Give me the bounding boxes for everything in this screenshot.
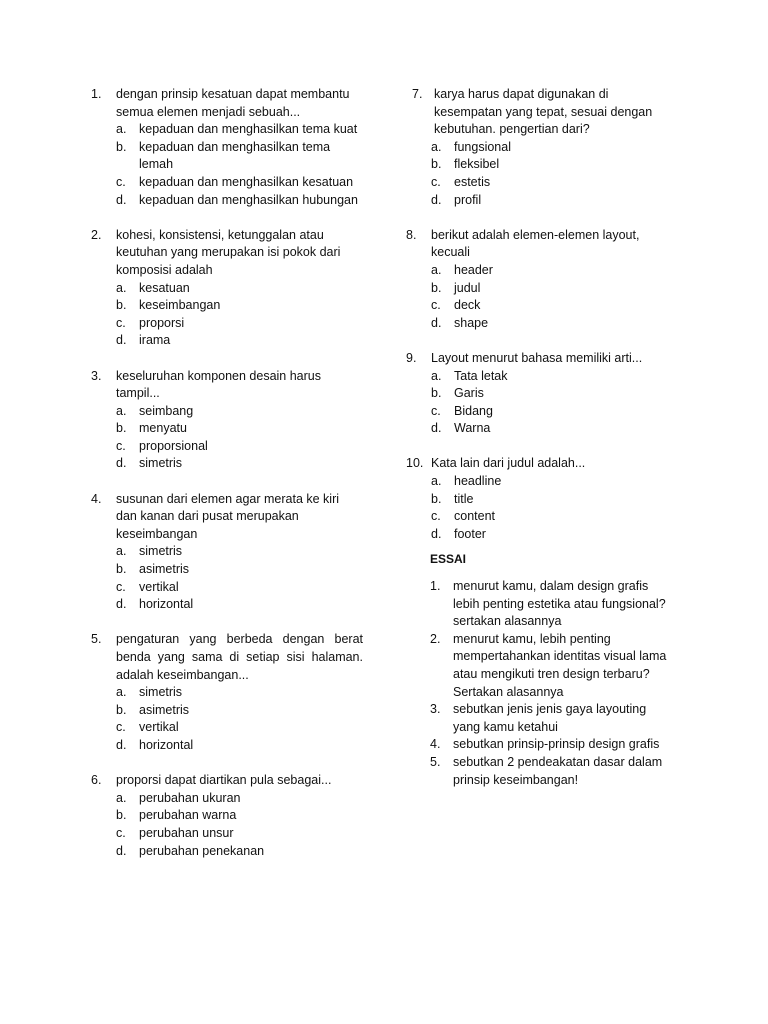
essay-title: ESSAI bbox=[430, 552, 467, 567]
question-5 bbox=[91, 631, 363, 754]
question-text: proporsi dapat diartikan pula sebagai... bbox=[116, 773, 332, 788]
option-text: kepaduan dan menghasilkan kesatuan bbox=[139, 174, 354, 189]
question-9 bbox=[406, 350, 670, 438]
option bbox=[91, 825, 363, 843]
option-text: Tata letak bbox=[454, 368, 508, 383]
option-text: seimbang bbox=[139, 403, 194, 418]
option-text: content bbox=[454, 509, 496, 524]
option-letter: b. bbox=[116, 702, 127, 717]
essay-number: 4. bbox=[430, 737, 441, 752]
option-letter: d. bbox=[116, 843, 127, 858]
option-letter: d. bbox=[431, 421, 442, 436]
option bbox=[406, 473, 670, 491]
option-letter: a. bbox=[431, 139, 442, 154]
option-text: judul bbox=[454, 280, 481, 295]
question-text: susunan dari elemen agar merata ke kiri dan kanan dari pusat merupakan keseimbangan bbox=[116, 491, 340, 541]
option-letter: d. bbox=[431, 526, 442, 541]
option bbox=[406, 174, 670, 192]
option-text: shape bbox=[454, 315, 489, 330]
question-2 bbox=[91, 227, 363, 350]
essay-item bbox=[406, 631, 670, 701]
option bbox=[406, 262, 670, 280]
question-number: 10. bbox=[406, 456, 424, 471]
option-text: asimetris bbox=[139, 562, 190, 577]
essay-text: menurut kamu, dalam design grafis lebih penting estetika atau fungsional? sertakan alasannya bbox=[453, 579, 666, 629]
question-number: 6. bbox=[91, 773, 102, 788]
question-number: 5. bbox=[91, 632, 102, 647]
question-number: 2. bbox=[91, 227, 102, 242]
option-text: perubahan warna bbox=[139, 808, 237, 823]
question-text: berikut adalah elemen-elemen layout, kecuali bbox=[431, 227, 640, 260]
question-number: 3. bbox=[91, 368, 102, 383]
option-text: simetris bbox=[139, 544, 183, 559]
essay-section bbox=[406, 551, 670, 789]
option bbox=[91, 596, 363, 614]
essay-text: sebutkan jenis jenis gaya layouting yang kamu ketahui bbox=[453, 702, 647, 734]
option bbox=[91, 702, 363, 720]
option-letter: c. bbox=[116, 825, 126, 840]
options-list bbox=[91, 684, 363, 754]
question-text: Kata lain dari judul adalah... bbox=[431, 456, 586, 471]
essay-number: 1. bbox=[430, 579, 441, 594]
option bbox=[91, 139, 363, 174]
option-text: Warna bbox=[454, 421, 491, 436]
option bbox=[91, 332, 363, 350]
option-letter: c. bbox=[431, 174, 441, 189]
option-text: proporsional bbox=[139, 438, 208, 453]
option-letter: a. bbox=[431, 474, 442, 489]
option-text: perubahan penekanan bbox=[139, 843, 265, 858]
option-text: headline bbox=[454, 474, 502, 489]
question-text: pengaturan yang berbeda dengan berat benda yang sama di setiap sisi halaman. adalah keseimbangan... bbox=[116, 632, 363, 682]
option-letter: c. bbox=[431, 298, 441, 313]
option-letter: a. bbox=[116, 790, 127, 805]
option bbox=[91, 192, 363, 210]
options-list bbox=[406, 262, 670, 332]
option bbox=[406, 192, 670, 210]
options-list bbox=[406, 368, 670, 438]
option-letter: a. bbox=[431, 262, 442, 277]
option-text: kesatuan bbox=[139, 280, 190, 295]
option-letter: c. bbox=[116, 579, 126, 594]
option-text: kepaduan dan menghasilkan hubungan bbox=[139, 192, 358, 207]
option bbox=[91, 790, 363, 808]
option bbox=[406, 491, 670, 509]
option-letter: c. bbox=[116, 315, 126, 330]
question-text: Layout menurut bahasa memiliki arti... bbox=[431, 350, 643, 365]
option-text: proporsi bbox=[139, 315, 185, 330]
essay-item bbox=[406, 578, 670, 631]
option-letter: b. bbox=[116, 298, 127, 313]
essay-text: sebutkan 2 pendeakatan dasar dalam prinsip keseimbangan! bbox=[453, 754, 663, 787]
option-letter: c. bbox=[431, 403, 441, 418]
options-list bbox=[91, 280, 363, 350]
option-text: simetris bbox=[139, 685, 183, 700]
option bbox=[91, 684, 363, 702]
option-text: horizontal bbox=[139, 737, 194, 752]
question-8 bbox=[406, 227, 670, 333]
option-text: profil bbox=[454, 192, 482, 207]
option-letter: d. bbox=[116, 456, 127, 471]
question-10 bbox=[406, 455, 670, 543]
options-list bbox=[91, 790, 363, 860]
option-text: simetris bbox=[139, 456, 183, 471]
option bbox=[406, 508, 670, 526]
option-text: kepaduan dan menghasilkan tema lemah bbox=[139, 139, 331, 172]
essay-text: sebutkan prinsip-prinsip design grafis bbox=[453, 737, 660, 752]
option-letter: d. bbox=[431, 192, 442, 207]
question-text: kohesi, konsistensi, ketunggalan atau keutuhan yang merupakan isi pokok dari komposisi adalah bbox=[116, 227, 341, 277]
option-text: vertikal bbox=[139, 579, 179, 594]
option-letter: a. bbox=[431, 368, 442, 383]
option bbox=[406, 139, 670, 157]
option bbox=[91, 455, 363, 473]
option-text: Bidang bbox=[454, 403, 493, 418]
option bbox=[91, 174, 363, 192]
option-letter: b. bbox=[431, 280, 442, 295]
question-4 bbox=[91, 491, 363, 614]
option-text: asimetris bbox=[139, 702, 190, 717]
question-number: 9. bbox=[406, 350, 417, 365]
question-text: dengan prinsip kesatuan dapat membantu semua elemen menjadi sebuah... bbox=[116, 87, 350, 119]
option-text: title bbox=[454, 491, 474, 506]
left-column bbox=[91, 86, 363, 878]
option-text: horizontal bbox=[139, 597, 194, 612]
option-letter: a. bbox=[116, 280, 127, 295]
option bbox=[406, 156, 670, 174]
question-text: keseluruhan komponen desain harus tampil... bbox=[116, 368, 321, 401]
option-letter: a. bbox=[116, 122, 127, 137]
essay-text: menurut kamu, lebih penting mempertahankan identitas visual lama atau mengikuti tren design terbaru? Sertakan alasannya bbox=[453, 631, 667, 699]
option-letter: b. bbox=[431, 157, 442, 172]
essay-item bbox=[406, 754, 670, 789]
question-7 bbox=[406, 86, 670, 209]
essay-number: 5. bbox=[430, 754, 441, 769]
essay-item bbox=[406, 736, 670, 754]
option bbox=[406, 420, 670, 438]
option bbox=[91, 807, 363, 825]
question-text: karya harus dapat digunakan di kesempatan yang tepat, sesuai dengan kebutuhan. pengertian dari? bbox=[434, 87, 653, 137]
option-letter: c. bbox=[431, 509, 441, 524]
option bbox=[91, 297, 363, 315]
option-letter: b. bbox=[116, 421, 127, 436]
option-text: keseimbangan bbox=[139, 298, 221, 313]
option-letter: b. bbox=[116, 139, 127, 154]
option-text: fleksibel bbox=[454, 157, 500, 172]
option-text: vertikal bbox=[139, 720, 179, 735]
option bbox=[91, 579, 363, 597]
option bbox=[406, 280, 670, 298]
option bbox=[406, 297, 670, 315]
option-text: Garis bbox=[454, 386, 484, 401]
option bbox=[91, 843, 363, 861]
option bbox=[406, 368, 670, 386]
option bbox=[406, 385, 670, 403]
options-list bbox=[91, 543, 363, 613]
option bbox=[91, 543, 363, 561]
question-number: 7. bbox=[412, 87, 423, 101]
option bbox=[91, 438, 363, 456]
option-letter: b. bbox=[431, 386, 442, 401]
option-text: menyatu bbox=[139, 421, 187, 436]
option bbox=[406, 315, 670, 333]
essay-number: 2. bbox=[430, 631, 441, 646]
question-3 bbox=[91, 368, 363, 474]
option-text: estetis bbox=[454, 174, 491, 189]
option bbox=[406, 403, 670, 421]
option-letter: c. bbox=[116, 438, 126, 453]
option-text: fungsional bbox=[454, 139, 511, 154]
option-text: kepaduan dan menghasilkan tema kuat bbox=[139, 122, 358, 137]
question-number: 8. bbox=[406, 227, 417, 242]
option bbox=[91, 737, 363, 755]
right-column bbox=[406, 86, 670, 789]
question-number: 4. bbox=[91, 491, 102, 506]
option-letter: a. bbox=[116, 403, 127, 418]
option-letter: d. bbox=[116, 333, 127, 348]
option bbox=[91, 420, 363, 438]
option-text: irama bbox=[139, 333, 171, 348]
question-1 bbox=[91, 86, 363, 209]
option-letter: a. bbox=[116, 544, 127, 559]
option-letter: b. bbox=[431, 491, 442, 506]
question-6 bbox=[91, 772, 363, 860]
options-list bbox=[91, 121, 363, 209]
options-list bbox=[406, 139, 670, 209]
option-text: footer bbox=[454, 526, 486, 541]
options-list bbox=[91, 403, 363, 473]
option bbox=[91, 561, 363, 579]
option bbox=[91, 719, 363, 737]
essay-number: 3. bbox=[430, 702, 441, 717]
option-letter: b. bbox=[116, 562, 127, 577]
option-text: deck bbox=[454, 298, 481, 313]
option-letter: a. bbox=[116, 685, 127, 700]
option bbox=[91, 280, 363, 298]
option-letter: c. bbox=[116, 720, 126, 735]
option-letter: d. bbox=[116, 597, 127, 612]
option-letter: d. bbox=[431, 315, 442, 330]
option bbox=[91, 315, 363, 333]
option-letter: d. bbox=[116, 737, 127, 752]
options-list bbox=[406, 473, 670, 543]
option bbox=[91, 403, 363, 421]
option-letter: d. bbox=[116, 192, 127, 207]
option-letter: c. bbox=[116, 174, 126, 189]
option bbox=[91, 121, 363, 139]
option-text: perubahan unsur bbox=[139, 825, 234, 840]
option bbox=[406, 526, 670, 544]
essay-item bbox=[406, 701, 670, 736]
question-number: 1. bbox=[91, 87, 102, 101]
option-text: header bbox=[454, 262, 493, 277]
option-letter: b. bbox=[116, 808, 127, 823]
option-text: perubahan ukuran bbox=[139, 790, 241, 805]
